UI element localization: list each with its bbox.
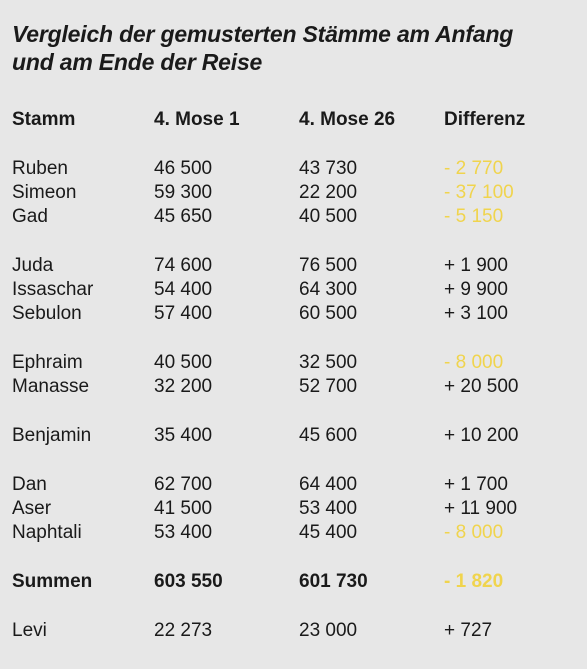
cell-mose-26: 45 400 — [299, 522, 358, 543]
cell-mose-26: 23 000 — [299, 620, 358, 641]
cell-stamm: Dan — [12, 474, 47, 495]
cell-mose-1: 57 400 — [154, 303, 213, 324]
cell-differenz: + 1 700 — [444, 474, 508, 495]
table-row — [12, 181, 577, 205]
cell-differenz: + 10 200 — [444, 425, 519, 446]
cell-differenz: + 11 900 — [444, 498, 518, 519]
cell-mose-26: 64 300 — [299, 279, 358, 300]
header-mose-26: 4. Mose 26 — [299, 109, 396, 130]
cell-differenz: - 8 000 — [444, 522, 504, 543]
table-row — [12, 473, 577, 497]
cell-stamm: Gad — [12, 206, 48, 227]
cell-stamm: Simeon — [12, 182, 77, 203]
row-spacer — [12, 132, 577, 157]
cell-mose-26: 22 200 — [299, 182, 358, 203]
row-spacer — [12, 326, 577, 351]
cell-stamm: Juda — [12, 255, 54, 276]
cell-mose-26: 53 400 — [299, 498, 358, 519]
table-row — [12, 302, 577, 326]
header-mose-1: 4. Mose 1 — [154, 109, 240, 130]
cell-mose-26: 52 700 — [299, 376, 358, 397]
cell-stamm: Aser — [12, 498, 52, 519]
row-spacer — [12, 594, 577, 619]
cell-mose-26: 64 400 — [299, 474, 358, 495]
cell-mose-1: 53 400 — [154, 522, 213, 543]
cell-stamm: Ephraim — [12, 352, 83, 373]
table-row — [12, 278, 577, 302]
cell-mose-1: 54 400 — [154, 279, 213, 300]
cell-differenz: + 1 900 — [444, 255, 508, 276]
cell-mose-1: 74 600 — [154, 255, 213, 276]
cell-mose-1: 62 700 — [154, 474, 213, 495]
tribes-table — [12, 108, 577, 643]
cell-differenz: - 37 100 — [444, 182, 514, 203]
cell-stamm: Sebulon — [12, 303, 82, 324]
table-row — [12, 254, 577, 278]
cell-stamm: Benjamin — [12, 425, 92, 446]
table-row — [12, 424, 577, 448]
cell-stamm: Issaschar — [12, 279, 94, 300]
cell-mose-26: 76 500 — [299, 255, 358, 276]
table-row — [12, 205, 577, 229]
cell-differenz: - 8 000 — [444, 352, 504, 373]
cell-stamm: Summen — [12, 571, 93, 592]
cell-mose-1: 22 273 — [154, 620, 213, 641]
cell-mose-26: 60 500 — [299, 303, 358, 324]
title-line-1: Vergleich der gemusterten Stämme am Anfang — [12, 21, 514, 47]
cell-mose-1: 603 550 — [154, 571, 223, 592]
cell-mose-1: 35 400 — [154, 425, 213, 446]
cell-mose-26: 601 730 — [299, 571, 368, 592]
row-spacer — [12, 448, 577, 473]
table-row — [12, 521, 577, 545]
cell-differenz: - 5 150 — [444, 206, 504, 227]
cell-mose-1: 59 300 — [154, 182, 213, 203]
cell-stamm: Ruben — [12, 158, 68, 179]
cell-stamm: Naphtali — [12, 522, 82, 543]
table-header-row — [12, 108, 577, 132]
cell-stamm: Manasse — [12, 376, 90, 397]
cell-differenz: + 727 — [444, 620, 493, 641]
cell-stamm: Levi — [12, 620, 47, 641]
table-row — [12, 497, 577, 521]
cell-mose-1: 41 500 — [154, 498, 213, 519]
cell-mose-26: 45 600 — [299, 425, 358, 446]
cell-differenz: - 2 770 — [444, 158, 504, 179]
header-differenz: Differenz — [444, 109, 526, 130]
cell-differenz: + 3 100 — [444, 303, 508, 324]
row-spacer — [12, 229, 577, 254]
title-line-2: und am Ende der Reise — [12, 49, 263, 75]
row-spacer — [12, 399, 577, 424]
row-spacer — [12, 545, 577, 570]
cell-mose-1: 45 650 — [154, 206, 213, 227]
cell-mose-1: 40 500 — [154, 352, 213, 373]
cell-mose-26: 32 500 — [299, 352, 358, 373]
sum-row — [12, 570, 577, 594]
table-row — [12, 157, 577, 181]
table-row — [12, 375, 577, 399]
header-stamm: Stamm — [12, 109, 76, 130]
cell-differenz: + 20 500 — [444, 376, 519, 397]
cell-mose-26: 40 500 — [299, 206, 358, 227]
levi-row — [12, 619, 577, 643]
cell-mose-26: 43 730 — [299, 158, 358, 179]
page-title — [12, 20, 577, 76]
cell-differenz: + 9 900 — [444, 279, 508, 300]
table-row — [12, 351, 577, 375]
cell-differenz: - 1 820 — [444, 571, 504, 592]
cell-mose-1: 32 200 — [154, 376, 213, 397]
cell-mose-1: 46 500 — [154, 158, 213, 179]
